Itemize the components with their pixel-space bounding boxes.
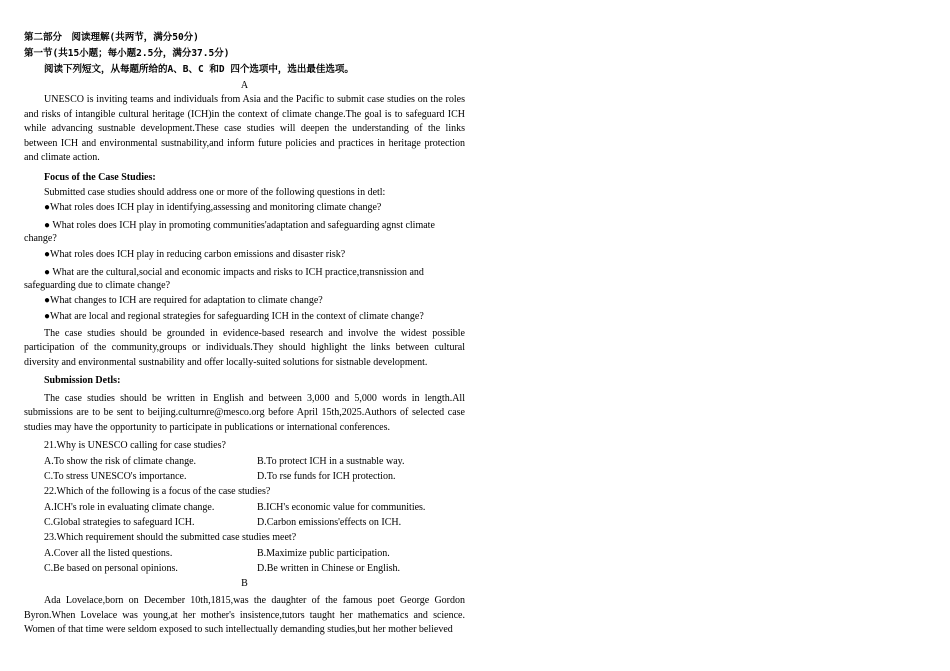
option-a[interactable]: A.Cover all the listed questions. <box>44 547 173 559</box>
option-b[interactable]: B.To protect ICH in a sustnable way. <box>257 455 405 467</box>
question-stem: 21.Why is UNESCO calling for case studies? <box>44 440 226 452</box>
focus-bullet: ●What roles does ICH play in reducing carbon emissions and disaster risk? <box>44 248 346 260</box>
focus-bullet: ●What roles does ICH play in identifying,assessing and monitoring climate change? <box>44 201 382 213</box>
option-b[interactable]: B.Maximize public participation. <box>257 547 390 559</box>
option-row <box>24 546 465 561</box>
option-b[interactable]: B.ICH's economic value for communities. <box>257 501 426 513</box>
passage-a-letter: A <box>240 80 249 91</box>
option-c[interactable]: C.Global strategies to safeguard ICH. <box>44 516 195 528</box>
option-d[interactable]: D.Be written in Chinese or English. <box>257 562 401 574</box>
focus-bullet: ●What are local and regional strategies for safeguarding ICH in the context of climate change? <box>44 310 424 322</box>
option-row <box>24 500 465 515</box>
focus-bullet: ● What roles does ICH play in promoting communities'adaptation and safeguarding agnst climate change? <box>24 219 435 244</box>
instruction: 阅读下列短文，从每题所给的A、B、C 和D 四个选项中，选出最佳选项。 <box>44 64 354 75</box>
focus-bullet: ●What changes to ICH are required for adaptation to climate change? <box>44 294 323 306</box>
option-row <box>24 454 465 469</box>
option-row <box>24 469 465 484</box>
part-heading: 第二部分 阅读理解(共两节，满分50分) <box>24 32 199 43</box>
submission-heading: Submission Detls: <box>44 375 121 387</box>
option-c[interactable]: C.Be based on personal opinions. <box>44 562 178 574</box>
option-d[interactable]: D.Carbon emissions'effects on ICH. <box>257 516 402 528</box>
section-heading: 第一节(共15小题；每小题2.5分，满分37.5分) <box>24 48 230 59</box>
option-a[interactable]: A.To show the risk of climate change. <box>44 455 197 467</box>
question-stem: 22.Which of the following is a focus of the case studies? <box>44 486 271 498</box>
submission-paragraph: The case studies should be written in English and between 3,000 and 5,000 words in length.All submissions are to be sent to beijing.culturnre@mesco.org before April 15th,2025.Authors of selected case studies may have the opportunity to participate in publications or international conferences. <box>24 392 465 433</box>
option-row <box>24 515 465 530</box>
option-d[interactable]: D.To rse funds for ICH protection. <box>257 471 396 483</box>
focus-bullet: ● What are the cultural,social and economic impacts and risks to ICH practice,transnission and safeguarding due to climate change? <box>24 266 424 291</box>
passage-a-intro: UNESCO is inviting teams and individuals from Asia and the Pacific to submit case studies on the roles and risks of intangible cultural heritage (ICH)in the context of climate change.The goal is to safeguard ICH while advancing sustnable development.These case studies will deepen the understanding of the links between ICH and environmental sustnability,and inform future policies and practices in heritage protection and climate action. <box>24 94 465 164</box>
exam-page <box>24 30 465 641</box>
focus-heading: Focus of the Case Studies: <box>44 171 156 183</box>
question-stem: 23.Which requirement should the submitted case studies meet? <box>44 532 297 544</box>
passage-b-intro: Ada Lovelace,born on December 10th,1815,was the daughter of the famous poet George Gordon Byron.When Lovelace was young,at her mother's insistence,tutors taught her mathematics and science. Women of that time were seldom exposed to such intellectually demanding studies,but her mother believed <box>24 595 465 636</box>
focus-lead: Submitted case studies should address one or more of the following questions in detl: <box>44 187 386 199</box>
passage-b-letter: B <box>241 578 248 590</box>
option-a[interactable]: A.ICH's role in evaluating climate change. <box>44 501 215 513</box>
option-row <box>24 561 465 576</box>
grounded-paragraph: The case studies should be grounded in evidence-based research and involve the widest possible participation of the community,groups or individuals.They should highlight the links between cultural diversity and environmental sustnability and offer locally-suited solutions for sistnable development. <box>24 327 465 368</box>
option-c[interactable]: C.To stress UNESCO's importance. <box>44 471 187 483</box>
